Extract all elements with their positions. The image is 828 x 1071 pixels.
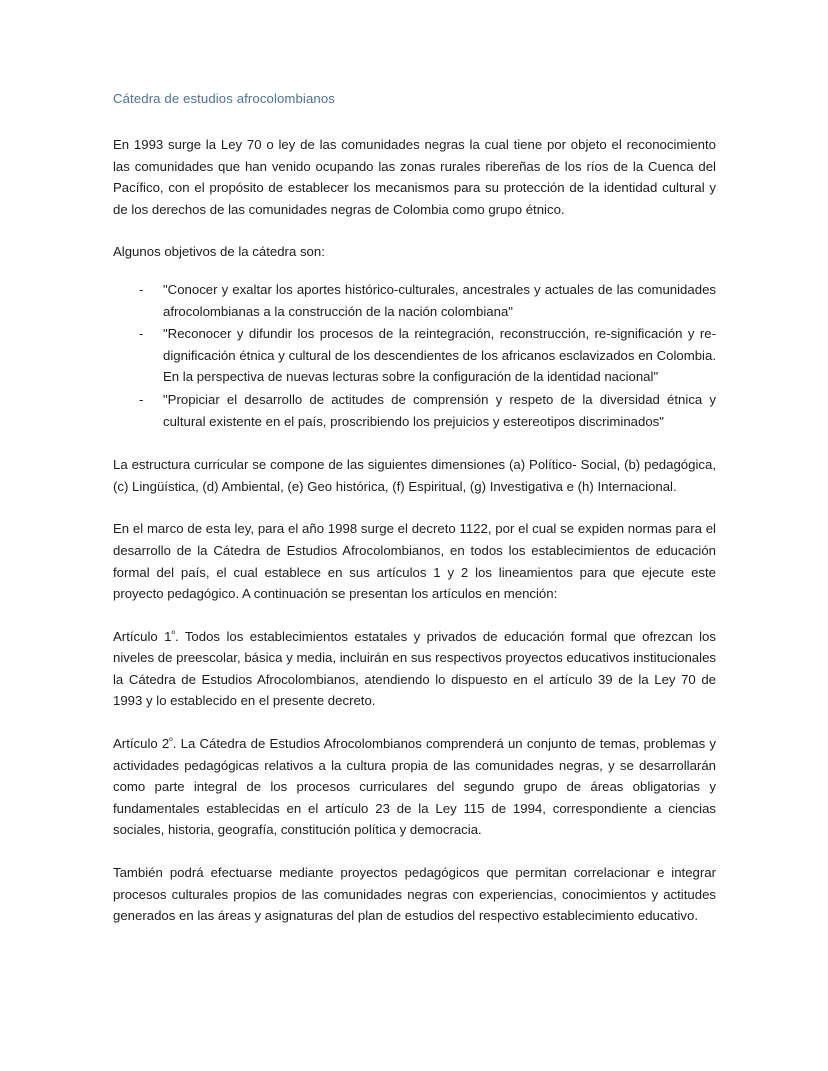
article-2-label: Artículo 2 — [113, 736, 170, 752]
paragraph-intro: En 1993 surge la Ley 70 o ley de las comunidades negras la cual tiene por objeto el reconocimiento las comunidades que han venido ocupando las zonas rurales ribereñas de los ríos de la Cuenca del Pacífico, con el propósito de establecer los mecanismos para su protección de la identidad cultural y de los derechos de las comunidades negras de Colombia como grupo étnico. — [113, 137, 716, 217]
article-1-label: Artículo 1 — [113, 628, 172, 644]
paragraph-decree-context: En el marco de esta ley, para el año 1998 surge el decreto 1122, por el cual se expiden normas para el desarrollo de la Cátedra de Estudios Afrocolombianos, en todos los establecimientos de educación formal del país, el cual establece en sus artículos 1 y 2 los lineamientos para que ejecute este proyecto pedagógico. A continuación se presentan los artículos en mención: — [113, 521, 716, 602]
document-body — [113, 90, 716, 927]
paragraph-objectives-lead: Algunos objetivos de la cátedra son: — [113, 244, 325, 260]
list-marker: - — [139, 391, 144, 407]
article-1 — [113, 626, 716, 712]
list-item-text: "Conocer y exaltar los aportes histórico-culturales, ancestrales y actuales de las comunidades afrocolombianas a la construcción de la nación colombiana" — [163, 281, 716, 319]
article-1-body: . Todos los establecimientos estatales y privados de educación formal que ofrezcan los niveles de preescolar, básica y media, incluirán en sus respectivos proyectos educativos institucionales la Cátedra de Estudios Afrocolombianos, atendiendo lo dispuesto en el artículo 39 de la Ley 70 de 1993 y lo establecido en el presente decreto. — [113, 628, 716, 709]
article-2 — [113, 733, 716, 841]
list-marker: - — [139, 326, 144, 342]
list-item-text: "Reconocer y difundir los procesos de la reintegración, reconstrucción, re-significación y re-dignificación étnica y cultural de los descendientes de los africanos esclavizados en Colombia. En la perspectiva de nuevas lecturas sobre la configuración de la identidad nacional" — [163, 326, 716, 385]
page-title: Cátedra de estudios afrocolombianos — [113, 91, 335, 106]
list-marker: - — [139, 281, 144, 297]
article-2-body: . La Cátedra de Estudios Afrocolombianos comprenderá un conjunto de temas, problemas y actividades pedagógicas relativos a la cultura propia de las comunidades negras, y se desarrollarán como parte integral de los procesos curriculares del segundo grupo de áreas obligatorias y fundamentales establecidas en el artículo 23 de la Ley 115 de 1994, correspondiente a ciencias sociales, historia, geografía, constitución política y democracia. — [113, 736, 716, 838]
paragraph-closing: También podrá efectuarse mediante proyectos pedagógicos que permitan correlacionar e integrar procesos culturales propios de las comunidades negras con experiencias, conocimientos y actitudes generados en las áreas y asignaturas del plan de estudios del respectivo establecimiento educativo. — [113, 865, 716, 924]
objectives-list — [113, 279, 716, 432]
article-2-ordinal: º — [169, 736, 173, 748]
paragraph-curricular-structure: La estructura curricular se compone de las siguientes dimensiones (a) Político- Social, (b) pedagógica, (c) Lingüística, (d) Ambiental, (e) Geo histórica, (f) Espiritual, (g) Investigativa e (h) Internacional. — [113, 457, 716, 494]
list-item — [113, 279, 716, 322]
list-item-text: "Propiciar el desarrollo de actitudes de comprensión y respeto de la diversidad étnica y cultural existente en el país, proscribiendo los prejuicios y estereotipos discriminados" — [163, 391, 716, 429]
list-item — [113, 323, 716, 388]
list-item — [113, 389, 716, 432]
article-1-ordinal: º — [171, 628, 175, 640]
